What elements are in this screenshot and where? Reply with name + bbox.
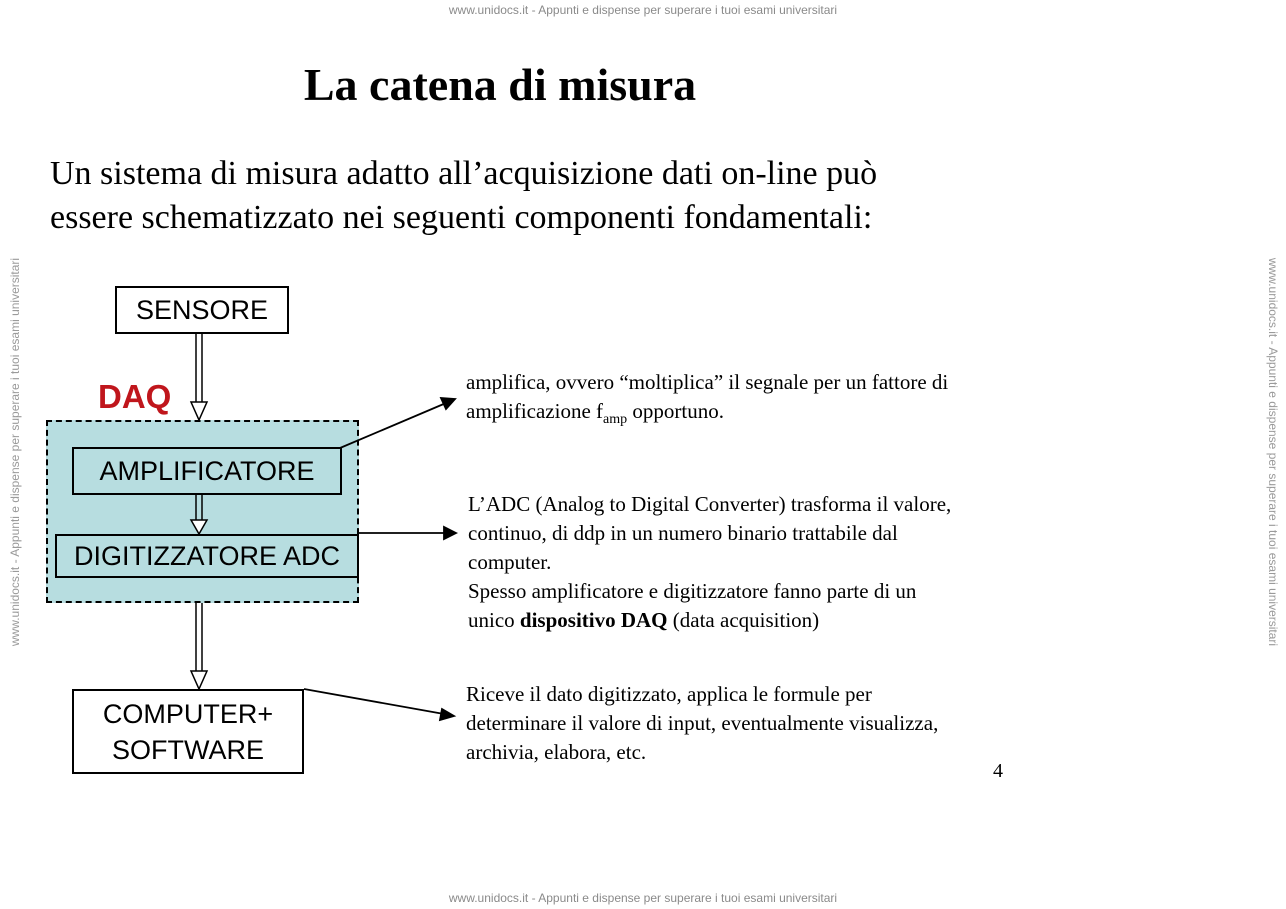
adc-desc-line-1: L’ADC (Analog to Digital Converter) trasforma il valore, — [468, 492, 952, 516]
watermark-left: www.unidocs.it - Appunti e dispense per superare i tuoi esami universitari — [8, 257, 22, 647]
amplifier-block — [72, 447, 342, 495]
computer-label-2: SOFTWARE — [112, 735, 264, 765]
amplifier-description — [466, 368, 1086, 434]
amplifier-desc-line-2 — [466, 397, 1086, 434]
watermark-right: www.unidocs.it - Appunti e dispense per superare i tuoi esami universitari — [1266, 257, 1280, 647]
daq-label: DAQ — [98, 378, 172, 415]
amplifier-desc-text-end: opportuno. — [627, 399, 724, 423]
page-number: 4 — [993, 760, 1003, 782]
computer-desc-line-2: determinare il valore di input, eventualmente visualizza, — [466, 711, 939, 735]
computer-label-1: COMPUTER+ — [102, 699, 274, 729]
digitizer-label: DIGITIZZATORE ADC — [73, 541, 341, 571]
computer-block — [72, 689, 304, 774]
adc-desc-bold: dispositivo DAQ — [519, 608, 668, 632]
adc-desc-line-4: Spesso amplificatore e digitizzatore fanno parte di un — [468, 579, 917, 603]
pointer-amplifier — [340, 398, 455, 448]
slide-title: La catena di misura — [303, 59, 697, 110]
arrow-amplifier-to-digitizer — [191, 494, 207, 534]
computer-desc-line-3: archivia, elabora, etc. — [466, 740, 647, 764]
watermark-top: www.unidocs.it - Appunti e dispense per superare i tuoi esami universitari — [448, 3, 838, 17]
arrow-sensor-to-amplifier — [191, 334, 207, 420]
adc-desc-line-5-start: unico — [468, 608, 520, 632]
adc-desc-line-5 — [468, 606, 1088, 635]
intro-line-1: Un sistema di misura adatto all’acquisizione dati on-line può — [50, 155, 878, 192]
amplifier-desc-line-1: amplifica, ovvero “moltiplica” il segnale per un fattore di — [466, 370, 949, 394]
watermark-bottom: www.unidocs.it - Appunti e dispense per superare i tuoi esami universitari — [448, 891, 838, 905]
pointer-computer — [304, 689, 454, 720]
pointer-digitizer — [359, 527, 456, 539]
digitizer-block — [55, 534, 359, 578]
amplifier-label: AMPLIFICATORE — [99, 456, 315, 486]
adc-desc-line-5-end: (data acquisition) — [667, 608, 820, 632]
computer-description — [466, 680, 1086, 767]
sensor-block — [115, 286, 289, 334]
adc-description — [468, 490, 1088, 635]
sensor-label: SENSORE — [135, 295, 269, 325]
amplifier-desc-text: amplificazione f — [466, 399, 604, 423]
adc-desc-line-2: continuo, di ddp in un numero binario trattabile dal — [468, 521, 898, 545]
adc-desc-line-3: computer. — [468, 550, 552, 574]
arrow-daq-to-computer — [191, 603, 207, 689]
amplifier-desc-subscript: amp — [603, 412, 628, 428]
computer-desc-line-1: Riceve il dato digitizzato, applica le formule per — [466, 682, 872, 706]
intro-line-2: essere schematizzato nei seguenti componenti fondamentali: — [50, 199, 873, 236]
